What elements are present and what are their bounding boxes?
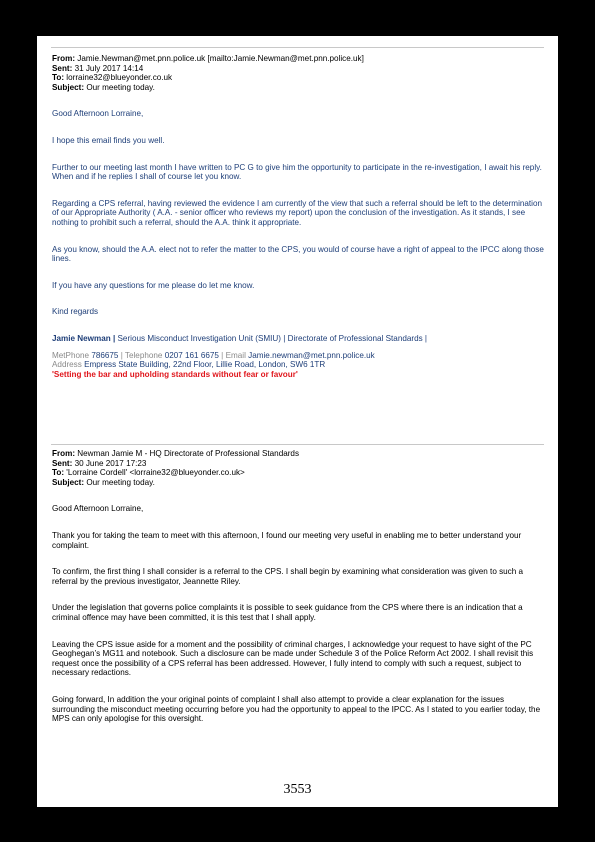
signature-tagline: 'Setting the bar and upholding standards without fear or favour' xyxy=(52,369,298,379)
subject-text: Our meeting today. xyxy=(86,477,155,487)
email-latest xyxy=(52,54,548,379)
email-header xyxy=(52,449,548,487)
signature-unit: Serious Misconduct Investigation Unit (SMIU) xyxy=(117,333,281,343)
from-line: From: Jamie.Newman@met.pnn.police.uk [mailto:Jamie.Newman@met.pnn.police.uk] xyxy=(52,54,364,63)
subject-text: Our meeting today. xyxy=(86,82,155,92)
signature-title: Jamie Newman | Serious Misconduct Investigation Unit (SMIU) | Directorate of Professional Standards | xyxy=(52,333,428,343)
signoff: Kind regards xyxy=(52,307,99,317)
signature-contact: MetPhone 786675 | Telephone 0207 161 6675 | Email Jamie.newman@met.pnn.police.uk xyxy=(52,350,375,360)
subject-line: Subject: Our meeting today. xyxy=(52,477,155,487)
paragraph: Regarding a CPS referral, having reviewed the evidence I am currently of the view that such a referral should be left to the determination of our Appropriate Authority ( A.A. - senior officer who reviews my report) upon the conclusion of the investigation. As it stands, I see nothing to prohibit such a referral, should the A.A. think it appropriate. xyxy=(52,198,543,227)
from-address: Newman Jamie M - HQ Directorate of Professional Standards xyxy=(77,449,300,458)
signature xyxy=(52,334,548,379)
sent-line: Sent: 31 July 2017 14:14 xyxy=(52,63,144,73)
signature-name: Jamie Newman xyxy=(52,333,111,343)
page-number: 3553 xyxy=(283,782,312,797)
to-address: lorraine32@blueyonder.co.uk xyxy=(66,73,173,83)
document-page xyxy=(37,36,558,807)
paragraph: To confirm, the first thing I shall consider is a referral to the CPS. I shall begin by examining what consideration was given to such a referral by the previous investigator, Jeannette Riley. xyxy=(52,567,524,586)
paragraph: Under the legislation that governs police complaints it is possible to seek guidance from the CPS where there is an indication that a criminal offence may have been committed, it is this test that I shall apply. xyxy=(52,603,523,622)
email-earlier xyxy=(52,449,548,724)
email-header xyxy=(52,54,548,92)
email-link[interactable]: Jamie.newman@met.pnn.police.uk xyxy=(248,350,375,360)
paragraph: I hope this email finds you well. xyxy=(52,135,165,145)
signature-dept: Directorate of Professional Standards xyxy=(287,333,423,343)
paragraph: Further to our meeting last month I have written to PC G to give him the opportunity to participate in the re-investigation, I await his reply. When and if he replies I shall of course let you know. xyxy=(52,162,542,182)
to-line: To: lorraine32@blueyonder.co.uk xyxy=(52,73,173,83)
paragraph: Thank you for taking the team to meet with this afternoon, I found our meeting very useful in enabling me to better understand your complaint. xyxy=(52,530,522,550)
to-line: To: 'Lorraine Cordell' <lorraine32@blueyonder.co.uk> xyxy=(52,468,245,478)
paragraph: As you know, should the A.A. elect not to refer the matter to the CPS, you would of course have a right of appeal to the IPCC along those lines. xyxy=(52,244,544,264)
paragraph: Going forward, In addition the your original points of complaint I shall also attempt to provide a clear explanation for the issues surrounding the misconduct meeting occurring before you had the opportunity to appeal to the IPCC. As I stated to you earlier today, the MPS can only apologise for this oversight. xyxy=(52,694,541,724)
metphone-number: 786675 xyxy=(91,350,119,360)
email-body xyxy=(52,109,548,334)
sent-date: 31 July 2017 14:14 xyxy=(74,63,144,73)
paragraph: If you have any questions for me please do let me know. xyxy=(52,280,255,290)
greeting: Good Afternoon Lorraine, xyxy=(52,109,144,119)
from-address: Jamie.Newman@met.pnn.police.uk [mailto:Jamie.Newman@met.pnn.police.uk] xyxy=(77,54,364,63)
paragraph: Leaving the CPS issue aside for a moment and the possibility of criminal charges, I acknowledge your request to have sight of the PC Geoghegan’s MG11 and notebook. Such a disclosure can be made under Schedule 3 of the Police Reform Act 2002. I shall revisit this request once the possibility of a CPS referral has been addressed. However, I fully intend to comply with such a request, subject to necessary redactions. xyxy=(52,639,534,678)
from-line: From: Newman Jamie M - HQ Directorate of Professional Standards xyxy=(52,449,300,458)
greeting: Good Afternoon Lorraine, xyxy=(52,504,144,514)
sent-line: Sent: 30 June 2017 17:23 xyxy=(52,458,147,468)
sent-date: 30 June 2017 17:23 xyxy=(74,458,147,468)
telephone-number: 0207 161 6675 xyxy=(164,350,219,360)
divider xyxy=(51,47,544,48)
signature-address: Address Empress State Building, 22nd Floor, Lillie Road, London, SW6 1TR xyxy=(52,360,326,370)
email-body xyxy=(52,504,548,723)
divider xyxy=(51,444,544,445)
to-address: 'Lorraine Cordell' <lorraine32@blueyonder.co.uk> xyxy=(66,468,245,478)
subject-line: Subject: Our meeting today. xyxy=(52,82,155,92)
